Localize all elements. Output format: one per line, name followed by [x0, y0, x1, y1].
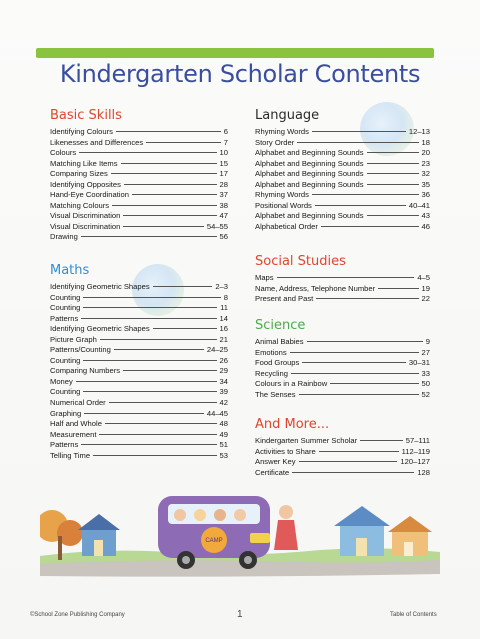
section-heading-maths: Maths: [50, 263, 90, 278]
toc-entry-page: 19: [421, 283, 430, 293]
and-more-list: [255, 436, 430, 478]
toc-entry: [50, 314, 228, 325]
toc-entry-label: Colours in a Rainbow: [255, 379, 328, 389]
toc-entry-page: 57–111: [405, 436, 430, 445]
toc-leader-line: [83, 360, 216, 361]
toc-entry: [255, 190, 430, 201]
toc-entry-page: 23: [421, 158, 430, 168]
toc-entry-label: Alphabet and Beginning Sounds: [255, 211, 364, 221]
toc-leader-line: [83, 297, 220, 298]
toc-entry: [50, 127, 228, 138]
toc-entry: [255, 369, 430, 380]
toc-entry-label: Activities to Share: [255, 446, 316, 456]
science-list: [255, 337, 430, 400]
toc-entry-page: 128: [417, 467, 430, 477]
toc-entry-page: 22: [421, 294, 430, 304]
toc-entry-page: 26: [219, 355, 228, 365]
toc-entry: [50, 366, 228, 377]
toc-leader-line: [302, 362, 406, 363]
toc-entry: [255, 294, 430, 305]
toc-entry: [50, 409, 228, 420]
toc-entry: [50, 345, 228, 356]
toc-leader-line: [367, 184, 419, 185]
section-basic-skills: [50, 108, 228, 243]
section-heading-language: Language: [255, 108, 320, 123]
toc-entry: [50, 222, 228, 233]
toc-entry-label: Recycling: [255, 368, 288, 378]
toc-entry-label: The Senses: [255, 389, 296, 399]
toc-leader-line: [290, 352, 419, 353]
toc-entry-label: Graphing: [50, 408, 82, 418]
page-title: Kindergarten Scholar Contents: [59, 60, 421, 88]
toc-entry-label: Name, Address, Telephone Number: [255, 283, 376, 293]
toc-entry-label: Counting: [50, 303, 81, 313]
toc-entry: [50, 169, 228, 180]
toc-leader-line: [121, 163, 217, 164]
toc-leader-line: [277, 277, 415, 278]
toc-leader-line: [146, 142, 221, 143]
toc-leader-line: [81, 318, 216, 319]
toc-entry: [255, 436, 430, 447]
toc-entry-label: Drawing: [50, 232, 78, 242]
toc-entry-label: Telling Time: [50, 450, 91, 460]
toc-leader-line: [316, 298, 418, 299]
toc-entry: [255, 222, 430, 233]
toc-entry: [50, 201, 228, 212]
toc-entry-page: 18: [421, 137, 430, 147]
toc-entry: [255, 180, 430, 191]
toc-entry-page: 21: [219, 334, 228, 344]
toc-leader-line: [124, 184, 217, 185]
toc-entry-label: Colours: [50, 148, 77, 158]
toc-entry-page: 53: [219, 450, 228, 460]
toc-entry-page: 7: [223, 137, 228, 147]
toc-entry-page: 112–119: [401, 446, 430, 456]
toc-entry-label: Comparing Numbers: [50, 366, 121, 376]
toc-leader-line: [99, 434, 216, 435]
toc-entry-label: Emotions: [255, 347, 287, 357]
toc-entry: [50, 180, 228, 191]
toc-entry: [255, 127, 430, 138]
toc-leader-line: [153, 328, 217, 329]
section-heading-science: Science: [255, 318, 306, 333]
toc-leader-line: [315, 205, 406, 206]
footer-section-name: Table of Contents: [390, 612, 437, 618]
toc-leader-line: [76, 381, 217, 382]
toc-entry: [50, 303, 228, 314]
toc-entry: [50, 356, 228, 367]
toc-entry-page: 56: [219, 232, 228, 242]
toc-entry: [50, 159, 228, 170]
toc-entry-label: Identifying Geometric Shapes: [50, 282, 150, 291]
section-heading-and-more: And More...: [255, 417, 330, 432]
toc-entry-page: 12–13: [408, 127, 430, 136]
toc-entry-page: 40–41: [408, 200, 430, 210]
toc-entry-page: 11: [220, 303, 228, 313]
toc-leader-line: [291, 373, 419, 374]
toc-entry-label: Patterns: [50, 313, 79, 323]
toc-entry: [255, 211, 430, 222]
toc-entry-page: 32: [421, 169, 430, 179]
toc-entry-page: 36: [421, 190, 430, 200]
toc-entry-page: 2–3: [215, 282, 228, 291]
toc-leader-line: [360, 440, 403, 441]
toc-entry-label: Counting: [50, 355, 81, 365]
toc-leader-line: [123, 226, 204, 227]
toc-leader-line: [299, 461, 398, 462]
maths-list: [50, 282, 228, 461]
toc-entry-page: 6: [223, 127, 228, 136]
toc-leader-line: [84, 413, 204, 414]
toc-entry-label: Matching Colours: [50, 200, 110, 210]
footer-publisher: ©School Zone Publishing Company: [30, 612, 125, 618]
toc-entry-page: 47: [219, 211, 228, 221]
toc-entry: [50, 232, 228, 243]
toc-entry: [255, 148, 430, 159]
toc-leader-line: [116, 131, 221, 132]
toc-leader-line: [378, 288, 418, 289]
toc-entry-label: Matching Like Items: [50, 158, 118, 168]
toc-leader-line: [292, 472, 414, 473]
toc-entry-page: 27: [421, 347, 430, 357]
toc-leader-line: [93, 455, 216, 456]
toc-entry-label: Kindergarten Summer Scholar: [255, 436, 358, 445]
toc-entry-page: 29: [219, 366, 228, 376]
toc-entry-page: 16: [219, 324, 228, 334]
toc-entry-label: Identifying Colours: [50, 127, 113, 136]
toc-leader-line: [111, 173, 217, 174]
section-social-studies: [255, 254, 430, 305]
toc-entry-page: 43: [421, 211, 430, 221]
toc-leader-line: [109, 402, 217, 403]
toc-leader-line: [153, 286, 213, 287]
toc-leader-line: [319, 451, 399, 452]
section-and-more: [255, 417, 430, 478]
toc-entry-label: Certificate: [255, 467, 290, 477]
green-accent-bar: [36, 48, 434, 58]
toc-entry: [255, 379, 430, 390]
toc-leader-line: [123, 370, 216, 371]
toc-entry: [50, 138, 228, 149]
toc-entry: [255, 273, 430, 284]
toc-entry: [255, 468, 430, 479]
toc-entry: [255, 284, 430, 295]
toc-entry-page: 24–25: [206, 345, 228, 355]
toc-leader-line: [367, 173, 419, 174]
toc-leader-line: [83, 391, 216, 392]
toc-entry: [255, 201, 430, 212]
toc-entry: [255, 457, 430, 468]
toc-entry: [50, 419, 228, 430]
toc-entry-label: Patterns/Counting: [50, 345, 111, 355]
toc-entry-page: 28: [219, 179, 228, 189]
toc-entry: [50, 190, 228, 201]
toc-entry: [50, 293, 228, 304]
toc-entry: [50, 451, 228, 462]
toc-entry: [255, 337, 430, 348]
footer-page-number: 1: [237, 609, 243, 620]
toc-entry-page: 54–55: [206, 221, 228, 231]
toc-leader-line: [297, 142, 418, 143]
toc-entry-label: Hand-Eye Coordination: [50, 190, 129, 200]
toc-entry-page: 37: [219, 190, 228, 200]
toc-entry-label: Visual Discrimination: [50, 221, 121, 231]
toc-entry-label: Alphabet and Beginning Sounds: [255, 158, 364, 168]
toc-entry-page: 46: [421, 221, 430, 231]
toc-entry-label: Counting: [50, 292, 81, 302]
toc-entry-label: Maps: [255, 273, 274, 282]
toc-entry: [50, 398, 228, 409]
toc-entry-label: Money: [50, 376, 73, 386]
toc-entry-label: Counting: [50, 387, 81, 397]
toc-entry-page: 38: [219, 200, 228, 210]
toc-entry-label: Answer Key: [255, 457, 296, 467]
toc-entry-page: 49: [219, 429, 228, 439]
toc-entry-label: Identifying Geometric Shapes: [50, 324, 150, 334]
section-science: [255, 318, 430, 400]
toc-entry-label: Story Order: [255, 137, 295, 147]
toc-entry-page: 17: [219, 169, 228, 179]
toc-entry-page: 4–5: [417, 273, 430, 282]
toc-entry-label: Likenesses and Differences: [50, 137, 144, 147]
toc-entry: [255, 348, 430, 359]
toc-entry: [50, 377, 228, 388]
toc-entry-label: Identifying Opposites: [50, 179, 121, 189]
toc-leader-line: [367, 152, 419, 153]
toc-entry: [50, 324, 228, 335]
social-studies-list: [255, 273, 430, 305]
toc-leader-line: [321, 226, 419, 227]
toc-leader-line: [100, 339, 217, 340]
toc-entry-page: 9: [425, 337, 430, 346]
toc-entry: [255, 138, 430, 149]
toc-entry-page: 30–31: [408, 358, 430, 368]
toc-entry: [50, 282, 228, 293]
toc-entry-label: Comparing Sizes: [50, 169, 108, 179]
toc-entry: [255, 447, 430, 458]
toc-leader-line: [312, 131, 406, 132]
toc-leader-line: [299, 394, 419, 395]
toc-entry: [50, 440, 228, 451]
toc-entry-label: Positional Words: [255, 200, 312, 210]
toc-entry-label: Picture Graph: [50, 334, 97, 344]
toc-entry-page: 8: [223, 292, 228, 302]
toc-entry: [255, 390, 430, 401]
section-maths: [50, 263, 228, 461]
section-heading-basic-skills: Basic Skills: [50, 108, 122, 123]
toc-entry-page: 33: [421, 368, 430, 378]
toc-entry-label: Alphabet and Beginning Sounds: [255, 169, 364, 179]
toc-entry-page: 14: [219, 313, 228, 323]
toc-entry: [50, 387, 228, 398]
toc-entry-page: 42: [219, 398, 228, 408]
toc-leader-line: [105, 423, 217, 424]
toc-leader-line: [367, 215, 419, 216]
toc-leader-line: [123, 215, 216, 216]
toc-entry-label: Measurement: [50, 429, 97, 439]
toc-entry-label: Animal Babies: [255, 337, 304, 346]
toc-entry-page: 51: [219, 440, 228, 450]
toc-leader-line: [79, 152, 216, 153]
toc-entry-label: Patterns: [50, 440, 79, 450]
bus-sign-text: CAMP: [205, 538, 223, 544]
toc-leader-line: [81, 236, 217, 237]
toc-entry-page: 50: [421, 379, 430, 389]
toc-entry: [50, 211, 228, 222]
camp-bus-illustration: [40, 478, 440, 578]
toc-leader-line: [112, 205, 216, 206]
toc-entry-label: Half and Whole: [50, 419, 102, 429]
toc-entry-label: Visual Discrimination: [50, 211, 121, 221]
toc-leader-line: [132, 194, 217, 195]
toc-entry-label: Food Groups: [255, 358, 300, 368]
toc-entry-page: 44–45: [206, 408, 228, 418]
toc-entry: [50, 430, 228, 441]
toc-entry-label: Alphabet and Beginning Sounds: [255, 179, 364, 189]
toc-entry-label: Rhyming Words: [255, 127, 309, 136]
basic-skills-list: [50, 127, 228, 243]
toc-entry-page: 34: [219, 376, 228, 386]
section-language: [255, 108, 430, 232]
toc-leader-line: [81, 444, 216, 445]
toc-leader-line: [307, 341, 423, 342]
toc-entry-label: Alphabetical Order: [255, 221, 318, 231]
toc-entry-page: 48: [219, 419, 228, 429]
toc-entry: [255, 169, 430, 180]
toc-leader-line: [83, 307, 217, 308]
toc-entry-page: 39: [219, 387, 228, 397]
toc-entry-page: 35: [421, 179, 430, 189]
toc-leader-line: [330, 383, 418, 384]
language-list: [255, 127, 430, 232]
toc-leader-line: [114, 349, 204, 350]
toc-entry-label: Rhyming Words: [255, 190, 309, 200]
toc-entry: [50, 335, 228, 346]
toc-entry: [50, 148, 228, 159]
section-heading-social-studies: Social Studies: [255, 254, 346, 269]
toc-leader-line: [312, 194, 419, 195]
toc-leader-line: [367, 163, 419, 164]
toc-entry-page: 20: [421, 148, 430, 158]
toc-entry-page: 120–127: [400, 457, 430, 467]
toc-entry: [255, 358, 430, 369]
toc-entry-label: Present and Past: [255, 294, 314, 304]
toc-entry-page: 10: [219, 148, 228, 158]
toc-entry: [255, 159, 430, 170]
toc-entry-page: 52: [421, 389, 430, 399]
toc-entry-label: Numerical Order: [50, 398, 106, 408]
toc-entry-page: 15: [219, 158, 228, 168]
toc-entry-label: Alphabet and Beginning Sounds: [255, 148, 364, 158]
